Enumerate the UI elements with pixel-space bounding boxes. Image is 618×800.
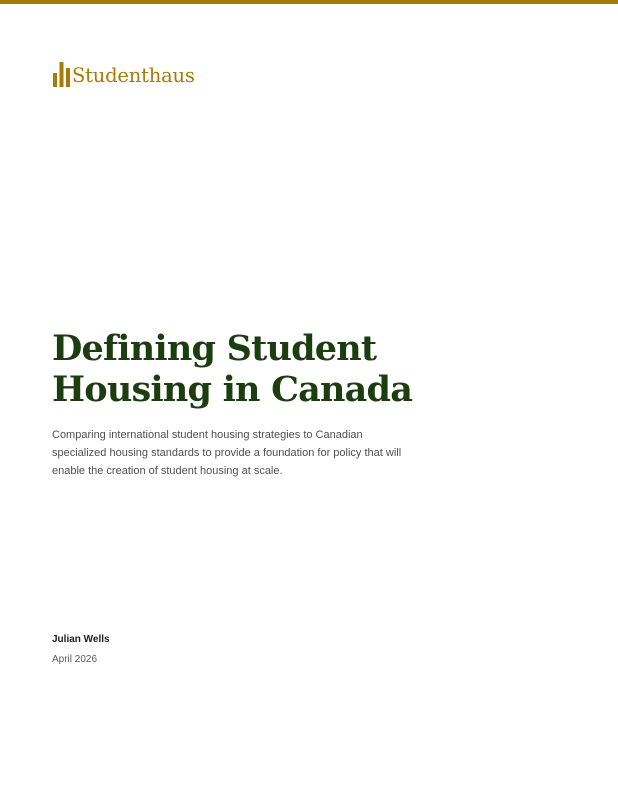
studenthaus-logo bbox=[53, 61, 195, 87]
brand-name: Studenthaus bbox=[72, 64, 195, 87]
document-subtitle: Comparing international student housing strategies to Canadian specialized housing standards to provide a foundation for policy that will enable the creation of student housing at scale. bbox=[52, 429, 402, 477]
top-accent-bar bbox=[0, 0, 618, 4]
building-skyline-icon bbox=[53, 62, 70, 87]
author-name: Julian Wells bbox=[52, 634, 110, 645]
publication-date: April 2026 bbox=[52, 654, 98, 665]
document-title: Defining Student Housing in Canada bbox=[52, 328, 413, 410]
